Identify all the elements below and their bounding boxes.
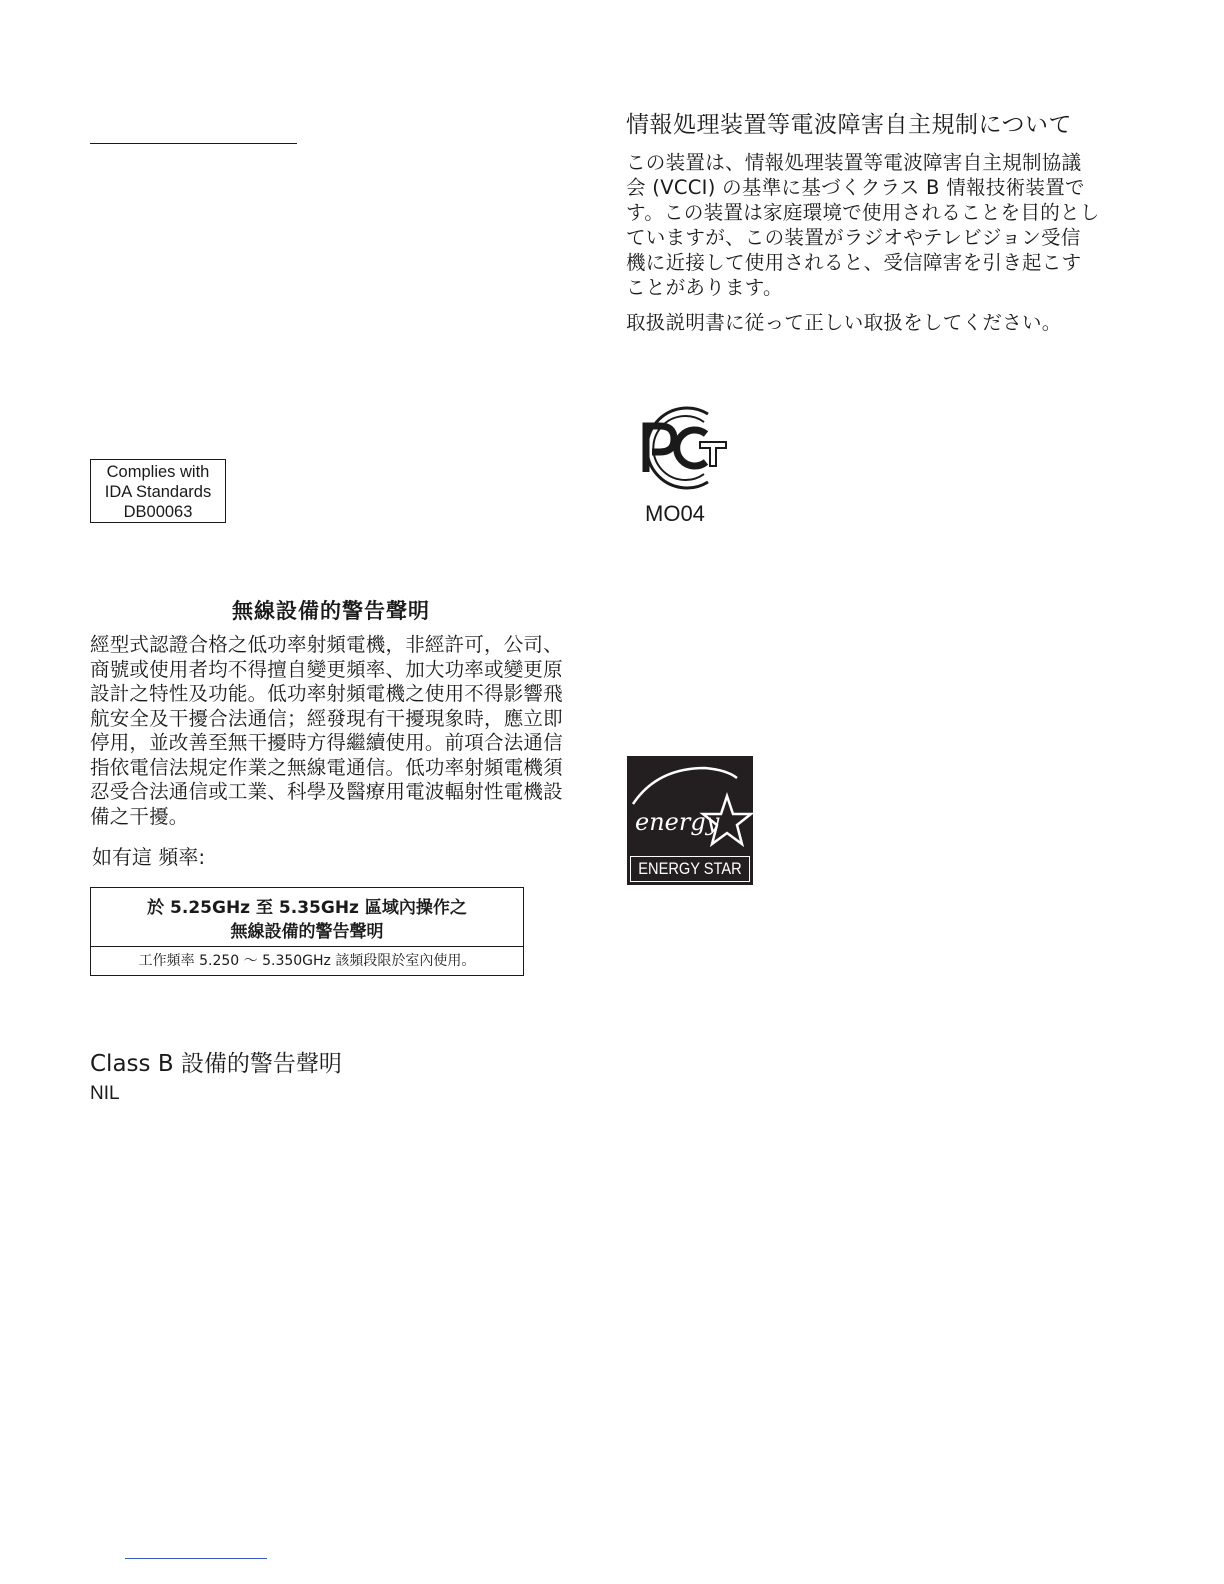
pct-code: MO04 — [645, 501, 705, 526]
pct-certification-icon — [622, 404, 732, 492]
ida-line-2: IDA Standards — [104, 483, 212, 501]
ida-line-1: Complies with — [106, 463, 210, 481]
wireless-warning-body: 經型式認證合格之低功率射頻電機，非經許可，公司、商號或使用者均不得擅自變更頻率、加大功率或變更原設計之特性及功能。低功率射頻電機之使用不得影響飛航安全及干擾合法通信；經發現有干擾現象時，應立即停用，並改善至無干擾時方得繼續使用。前項合法通信指依電信法規定作業之無線電通信。低功率射頻電機須忍受合法通信或工業、科學及醫療用電波輻射性電機設備之干擾。 — [90, 633, 563, 828]
energy-star-icon — [627, 756, 753, 856]
energy-star-logo — [627, 756, 753, 885]
frequency-warning-box — [90, 887, 524, 976]
frequency-box-note: 工作頻率 5.250 ～ 5.350GHz 該頻段限於室內使用。 — [138, 953, 476, 969]
frequency-box-title-line-1: 於 5.25GHz 至 5.35GHz 區域內操作之 — [147, 898, 467, 918]
footer-link-underline — [125, 1558, 267, 1559]
vcci-body: この装置は、情報処理装置等電波障害自主規制協議会 (VCCI) の基準に基づくクラス B 情報技術装置です。この装置は家庭環境で使用されることを目的としていますが、この装置がラジオやテレビジョン受信機に近接して使用されると、受信障害を引き起こすことがあります。 — [626, 151, 1100, 299]
class-b-title: Class B 設備的警告聲明 — [90, 1051, 342, 1077]
vcci-title: 情報処理装置等電波障害自主規制について — [626, 112, 1073, 138]
energy-star-caption: ENERGY STAR — [638, 859, 742, 878]
class-b-value: NIL — [90, 1083, 120, 1104]
frequency-box-title — [91, 896, 523, 944]
ida-line-3: DB00063 — [123, 503, 193, 521]
frequency-line: 如有這 頻率: — [92, 845, 206, 869]
wireless-warning-title: 無線設備的警告聲明 — [232, 599, 430, 623]
frequency-box-title-line-2: 無線設備的警告聲明 — [230, 922, 384, 942]
frequency-box-divider — [91, 946, 523, 947]
vcci-note: 取扱説明書に従って正しい取扱をしてください。 — [626, 311, 1062, 334]
ida-compliance-box — [90, 459, 226, 523]
energy-script-word: energy — [635, 808, 720, 836]
top-rule — [90, 143, 297, 144]
